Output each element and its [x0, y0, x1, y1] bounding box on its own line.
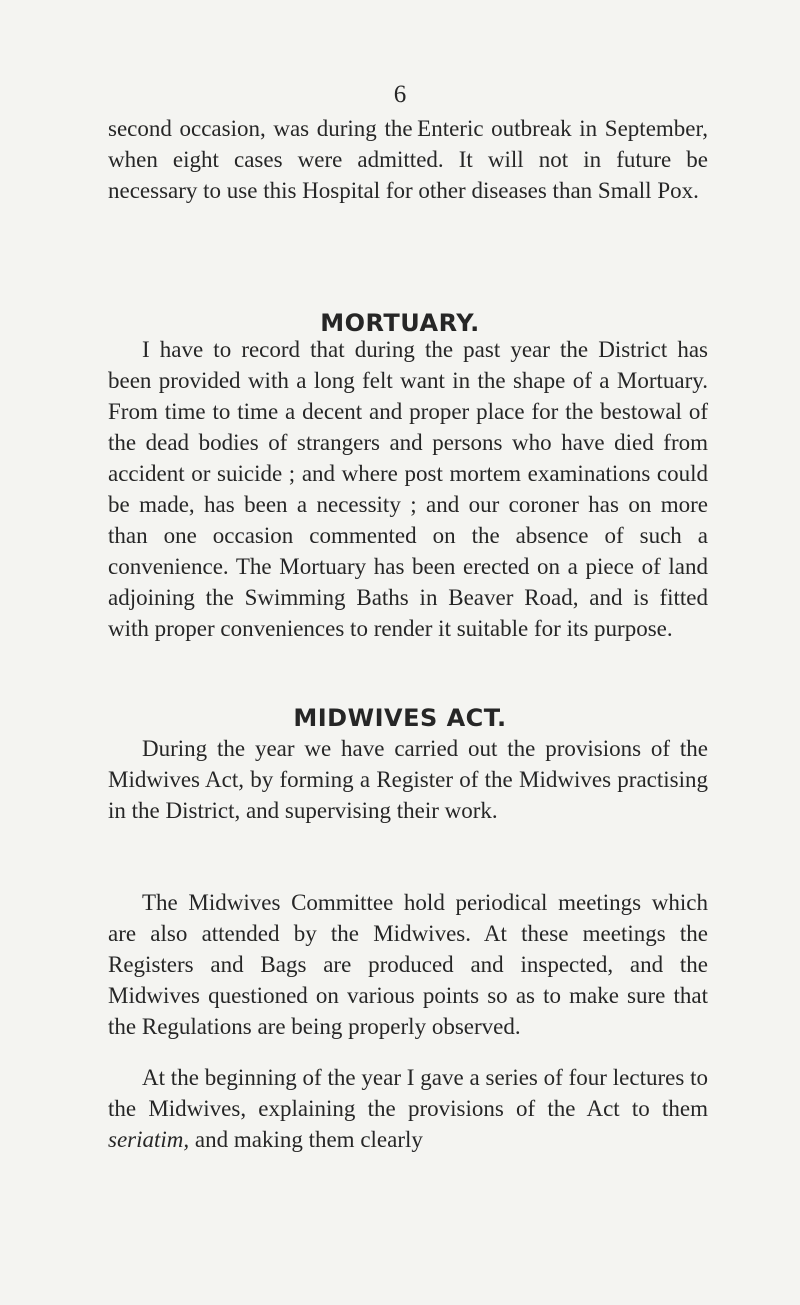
- mortuary-heading: MORTUARY.: [320, 309, 480, 337]
- mortuary-text: I have to record that during the past year the District has been provided with a long felt want in the shape of a Mortuary. From time to time a decent and proper place for the bestowal of the dead bodies of strangers and persons who have died from accident or suicide ; and where post mortem examinations could be made, has been a necessity ; and our coroner has on more than one occasion commented on the absence of such a convenience. The Mortuary has been erected on a piece of land adjoining the Swimming Baths in Beaver Road, and is fitted with proper conveniences to render it suitable for its purpose.: [108, 337, 708, 641]
- intro-paragraph: [108, 113, 708, 206]
- seriatim-italic: seriatim,: [108, 1127, 190, 1152]
- midwives-paragraph-2: [108, 887, 708, 1042]
- midwives-text-3-start: At the beginning of the year I gave a series of four lectures to the Midwives, explaining the provisions of the Act to them: [108, 1065, 708, 1121]
- midwives-paragraph-1: [108, 733, 708, 826]
- mortuary-paragraph: [108, 334, 708, 644]
- intro-text: second occasion, was during the Enteric outbreak in September, when eight cases were admitted. It will not in future be necessary to use this Hospital for other diseases than Small Pox.: [108, 116, 708, 203]
- midwives-paragraph-3: [108, 1062, 708, 1155]
- midwives-text-2: The Midwives Committee hold periodical meetings which are also attended by the Midwives. At these meetings the Registers and Bags are produced and inspected, and the Midwives questioned on various points so as to make sure that the Regulations are being properly observed.: [108, 890, 708, 1039]
- midwives-text-3-end: and making them clearly: [189, 1127, 423, 1152]
- midwives-heading: MIDWIVES ACT.: [293, 704, 507, 732]
- midwives-text-1: During the year we have carried out the provisions of the Midwives Act, by forming a Register of the Midwives practising in the District, and supervising their work.: [108, 736, 708, 823]
- page-number: 6: [393, 81, 407, 108]
- midwives-text-3: [108, 1062, 708, 1155]
